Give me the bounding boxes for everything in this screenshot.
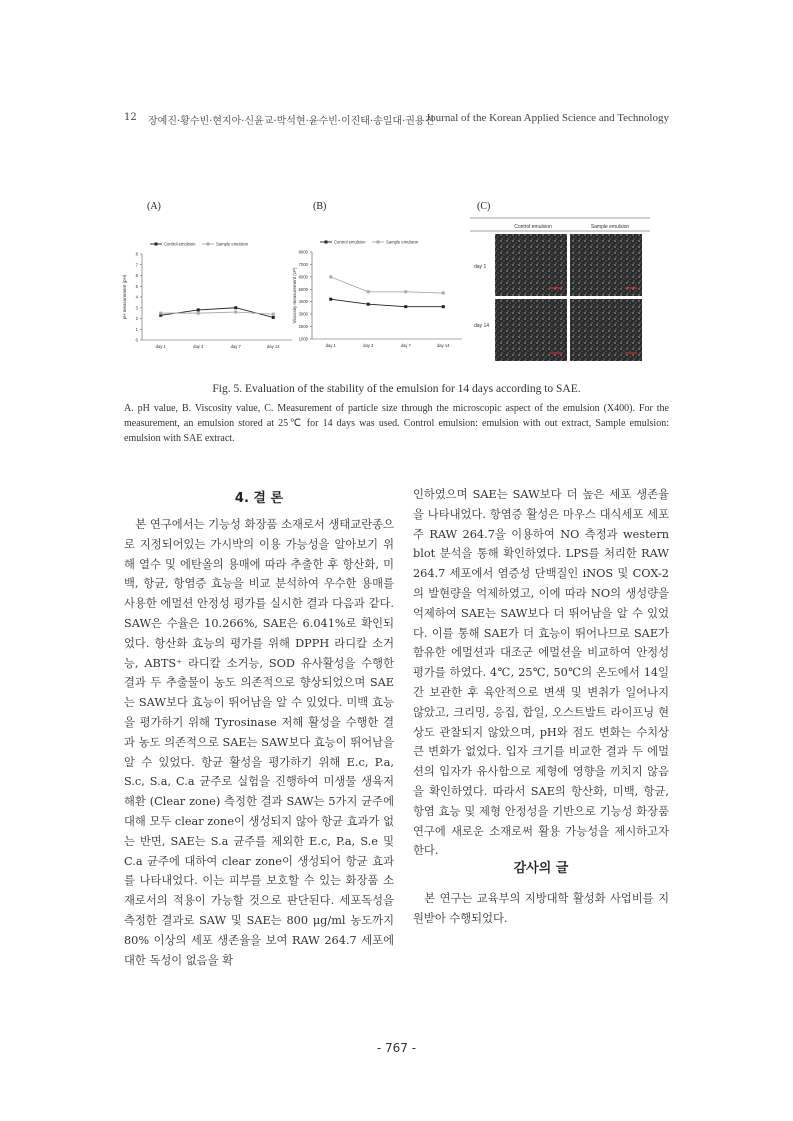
- y-tick-label: 7: [135, 262, 138, 268]
- section-title-conclusion: 4. 결 론: [234, 491, 284, 506]
- series-line: [161, 312, 274, 314]
- y-tick-label: 1: [135, 326, 138, 332]
- data-point: [272, 313, 275, 316]
- header-page-number: 12: [124, 112, 137, 123]
- y-tick-label: 3000: [298, 311, 308, 317]
- micrograph-sample-day14: [570, 299, 642, 361]
- y-tick-label: 3: [135, 305, 138, 311]
- data-point: [234, 306, 237, 309]
- y-tick-label: 6: [135, 273, 138, 278]
- header-journal: Journal of the Korean Applied Science and Technology: [425, 112, 669, 124]
- micrograph-control-day14: [495, 299, 567, 361]
- data-point: [442, 305, 445, 308]
- x-tick-label: day 14: [266, 344, 280, 349]
- figure-caption-body: A. pH value, B. Viscosity value, C. Measurement of particle size through the microscopic aspect of the emulsion (X400). For the measurement, an emulsion stored at 25℃ for 14 days was used. Control emulsion: emulsion with out extract, Sample emulsion: emulsion with SAE extract.: [124, 403, 669, 444]
- data-point: [404, 290, 407, 293]
- legend-label: Control emulsion: [334, 239, 366, 245]
- panel-a-label: (A): [147, 201, 161, 212]
- conclusion-paragraph-right: 인하였으며 SAE는 SAW보다 더 높은 세포 생존율을 나타내었다. 항염증 활성은 마우스 대식세포 세포주 RAW 264.7을 이용하여 NO 측정과 western blot 분석을 통해 확인하였다. LPS를 처리한 RAW 264.7 세포에서 염증성 단백질인 iNOS 및 COX-2의 발현량을 억제하였고, 이에 따라 NO의 생성량을 억제하여 SAE는 SAW보다 더 뛰어남을 알 수 있었다. 이를 통해 SAE가 더 효능이 뛰어나므로 SAE가 함유한 에멀션과 대조군 에멀션을 비교하여 안정성 평가를 하였다. 4℃, 25℃, 50℃의 온도에서 14일간 보관한 후 육안적으로 변색 및 변취가 일어나지 않았고, 크리밍, 응집, 합일, 오스트발트 라이프닝 현상도 관찰되지 않았으며, pH와 점도 변화는 수치상 큰 변화가 없었다. 입자 크기를 비교한 결과 두 에멀션의 입자가 유사함으로 제형에 영향을 끼치지 않음을 확인하였다. 따라서 SAE의 항산화, 미백, 항균, 항염 효능 및 제형 안정성을 기반으로 기능성 화장품 연구에 새로운 소재로써 활용 가능성을 제시하고자 한다.: [413, 488, 669, 858]
- legend-marker: [325, 241, 328, 244]
- acknowledgement-text: 본 연구는 교육부의 지방대학 활성화 사업비를 지원받아 수행되었다.: [413, 892, 669, 925]
- data-point: [197, 308, 200, 311]
- y-axis-label: pH measurement (pH): [122, 274, 127, 320]
- panel-c-label: (C): [477, 201, 491, 212]
- y-tick-label: 5000: [298, 286, 308, 292]
- data-point: [272, 316, 275, 319]
- series-line: [331, 299, 444, 306]
- y-tick-label: 6000: [298, 274, 308, 280]
- x-tick-label: day 14: [436, 343, 450, 348]
- data-point: [442, 292, 445, 295]
- micro-row-day1: day 1: [474, 264, 487, 270]
- legend-marker: [155, 243, 158, 246]
- y-tick-label: 0: [135, 337, 138, 343]
- x-tick-label: day 7: [230, 344, 241, 349]
- figure-caption-title: Fig. 5. Evaluation of the stability of the emulsion for 14 days according to SAE.: [212, 383, 581, 395]
- data-point: [197, 312, 200, 315]
- y-tick-label: 1000: [298, 336, 308, 342]
- data-point: [367, 303, 370, 306]
- x-tick-label: day 7: [400, 343, 411, 348]
- micrograph-control-day1: [495, 234, 567, 296]
- data-point: [404, 305, 407, 308]
- legend-label: Control emulsion: [164, 241, 196, 247]
- conclusion-paragraph-left: 본 연구에서는 기능성 화장품 소재로서 생태교란종으로 지정되어있는 가시박의 이용 가능성을 알아보기 위해 열수 및 에탄올의 용매에 따라 추출한 후 항산화, 미백, 항균, 항염증 효능을 비교 분석하여 우수한 용매를 사용한 에멀션 안정성 평가를 실시한 결과 다음과 같다. SAW은 수율은 10.266%, SAE은 6.041%로 확인되었다. 항산화 효능의 평가를 위해 DPPH 라디칼 소거능, ABTS⁺ 라디칼 소거능, SOD 유사활성을 수행한 결과 두 추출물이 농도 의존적으로 향상되었으며 SAE는 SAW보다 효능이 뛰어남을 알 수 있었다. 미백 효능을 평가하기 위해 Tyrosinase 저해 활성을 수행한 결과 농도 의존적으로 SAE는 SAW보다 효능이 뛰어남을 알 수 있었다. 항균 활성을 평가하기 위해 E.c, P.a, S.c, S.a, C.a 균주로 실험을 진행하여 미생물 생육저해환 (Clear zone) 측정한 결과 SAW는 5가지 균주에 대해 모두 clear zone이 생성되지 않아 항균 효과가 없는 반면, SAE는 S.a 균주를 제외한 E.c, P.a, S.e 및 C.a 균주에 대하여 clear zone이 생성되어 항균 효과를 나타내었다. 이는 피부를 보호할 수 있는 화장품 소재로서의 적용이 가능할 것으로 판단된다. 세포독성을 측정한 결과로 SAW 및 SAE는 800 μg/ml 농도까지 80% 이상의 세포 생존율을 보여 RAW 264.7 세포에 대한 독성이 없음을 확: [124, 518, 394, 967]
- micro-col-sample: Sample emulsion: [590, 224, 630, 230]
- legend-marker: [207, 243, 210, 246]
- chart-ph: [118, 236, 298, 358]
- micrograph-panel: [470, 216, 650, 362]
- y-tick-label: 2000: [298, 324, 308, 330]
- data-point: [367, 290, 370, 293]
- x-tick-label: day 1: [325, 343, 336, 348]
- page-footer: - 767 -: [376, 1041, 417, 1055]
- y-tick-label: 8000: [298, 249, 308, 255]
- x-tick-label: day 3: [363, 343, 374, 348]
- chart-viscosity: [290, 238, 465, 358]
- data-point: [234, 311, 237, 314]
- conclusion-right-column: [413, 485, 669, 861]
- y-tick-label: 2: [135, 316, 138, 321]
- micro-row-day14: day 14: [474, 323, 490, 329]
- x-tick-label: day 3: [193, 344, 204, 349]
- legend-marker: [377, 241, 380, 244]
- acknowledgement-body: [413, 889, 669, 929]
- data-point: [329, 298, 332, 301]
- series-line: [331, 277, 444, 293]
- y-tick-label: 8: [135, 251, 138, 257]
- data-point: [159, 312, 162, 315]
- y-tick-label: 4000: [298, 299, 308, 305]
- x-tick-label: day 1: [155, 344, 166, 349]
- data-point: [329, 275, 332, 278]
- running-header: [124, 112, 669, 128]
- panel-b-label: (B): [313, 201, 327, 212]
- section-title-acknowledgement: 감사의 글: [513, 861, 569, 876]
- legend-label: Sample emulsion: [216, 241, 249, 247]
- header-authors: 장예진·황수빈·현지아·신윤교·박석현·윤수빈·이진태·송일대·권용진: [148, 116, 435, 127]
- legend-label: Sample emulsion: [386, 239, 419, 245]
- micrograph-sample-day1: [570, 234, 642, 296]
- y-axis-label: Viscosity measurement (cP): [292, 267, 297, 324]
- y-tick-label: 5: [135, 283, 138, 289]
- micro-col-control: Control emulsion: [514, 224, 552, 230]
- y-tick-label: 4: [135, 294, 138, 300]
- y-tick-label: 7000: [298, 261, 308, 267]
- conclusion-left-column: [124, 515, 394, 970]
